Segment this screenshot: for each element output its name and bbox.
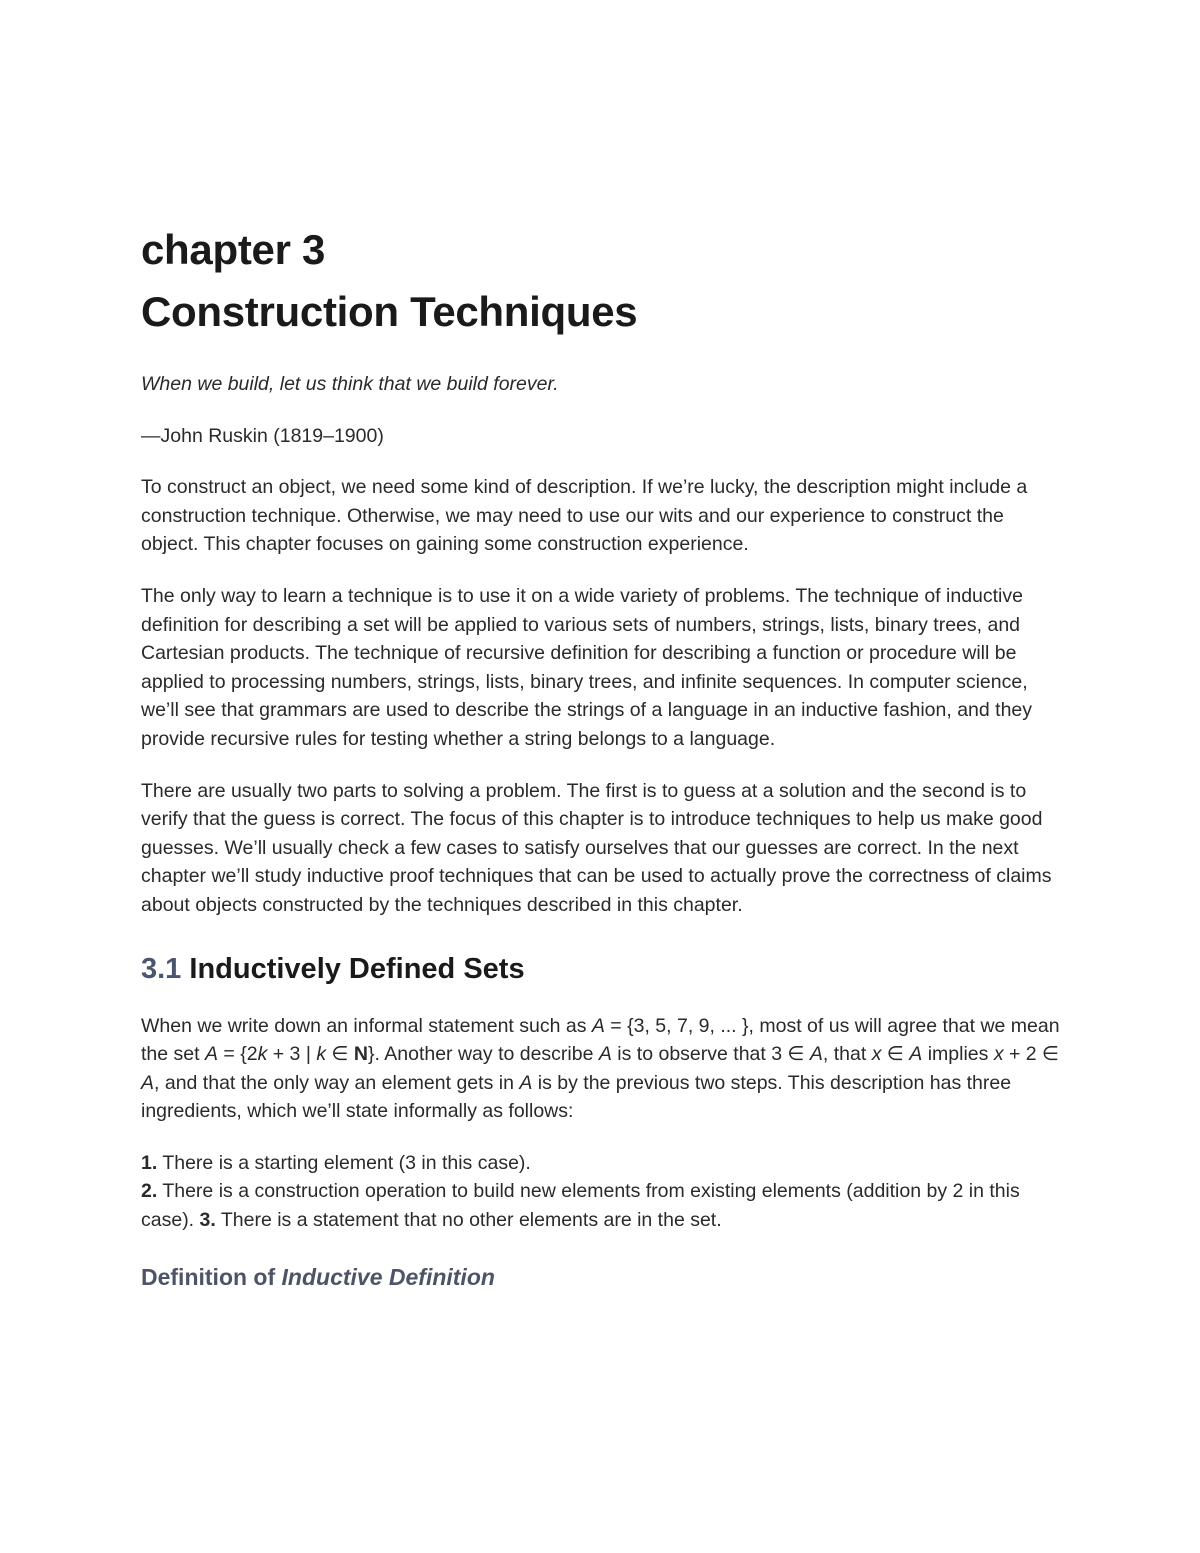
- paragraph-2: The only way to learn a technique is to use it on a wide variety of problems. The technique of inductive definition for describing a set will be applied to various sets of numbers, strings, lists, binary trees, and Cartesian products. The technique of recursive definition for describing a function or procedure will be applied to processing numbers, strings, lists, binary trees, and infinite sequences. In computer science, we’ll see that grammars are used to describe the strings of a language in an inductive fashion, and they provide recursive rules for testing whether a string belongs to a language.: [141, 584, 1033, 750]
- variable-x: x: [871, 1043, 882, 1066]
- natural-numbers-symbol: N: [353, 1043, 368, 1066]
- text-run: ∈: [326, 1043, 354, 1066]
- section-number: 3.1: [141, 952, 182, 985]
- variable-k: k: [316, 1043, 327, 1066]
- epigraph-quote: When we build, let us think that we build forever.: [141, 373, 559, 395]
- text-run: implies: [922, 1043, 994, 1066]
- list-number: 2.: [141, 1180, 158, 1203]
- section-title: Inductively Defined Sets: [189, 952, 525, 985]
- text-run: = {3, 5, 7, 9, ... }, most of us will agree that we mean the set: [141, 1014, 1060, 1066]
- variable-a: A: [909, 1043, 923, 1066]
- list-item-text: There is a construction operation to build new elements from existing elements (addition by 2 in this case).: [141, 1180, 1020, 1232]
- list-number: 1.: [141, 1151, 158, 1174]
- definition-heading: [141, 1261, 1066, 1293]
- paragraph-3: There are usually two parts to solving a problem. The first is to guess at a solution and the second is to verify that the guess is correct. The focus of this chapter is to introduce techniques to help us make good guesses. We’ll usually check a few cases to satisfy ourselves that our guesses are correct. In the next chapter we’ll study inductive proof techniques that can be used to actually prove the correctness of claims about objects constructed by the techniques described in this chapter.: [141, 779, 1052, 916]
- variable-k: k: [257, 1043, 268, 1066]
- document-page: [141, 222, 1066, 1293]
- text-run: }. Another way to describe: [367, 1043, 599, 1066]
- text-run: is to observe that 3 ∈: [611, 1043, 810, 1066]
- intro-paragraph: [141, 1012, 1066, 1126]
- text-run: + 3 |: [267, 1043, 317, 1066]
- paragraph-1: To construct an object, we need some kind of description. If we’re lucky, the description might include a construction technique. Otherwise, we may need to use our wits and our experience to construct the object. This chapter focuses on gaining some construction experience.: [141, 476, 1028, 556]
- variable-a: A: [809, 1043, 823, 1066]
- variable-a: A: [204, 1043, 218, 1066]
- variable-x: x: [993, 1043, 1004, 1066]
- definition-prefix: Definition of: [141, 1263, 282, 1290]
- chapter-title: Construction Techniques: [141, 288, 638, 335]
- chapter-label: chapter 3: [141, 226, 326, 273]
- variable-a: A: [141, 1071, 155, 1094]
- text-run: + 2 ∈: [1003, 1043, 1060, 1066]
- section-heading: [141, 949, 1066, 989]
- variable-a: A: [519, 1071, 533, 1094]
- text-run: ∈: [881, 1043, 910, 1066]
- list-number: 3.: [199, 1209, 216, 1232]
- text-run: When we write down an informal statement such as: [141, 1014, 592, 1037]
- variable-a: A: [598, 1043, 612, 1066]
- epigraph-attribution: —John Ruskin (1819–1900): [141, 424, 384, 447]
- definition-term: Inductive Definition: [281, 1263, 495, 1290]
- text-run: , that: [822, 1043, 872, 1066]
- text-run: , and that the only way an element gets in: [154, 1071, 520, 1094]
- text-run: = {2: [217, 1043, 258, 1066]
- list-item-text: There is a starting element (3 in this case).: [157, 1151, 531, 1174]
- list-item-text: There is a statement that no other elements are in the set.: [215, 1209, 722, 1232]
- text-run: is by the previous two steps. This description has three ingredients, which we’ll state informally as follows:: [141, 1071, 1012, 1123]
- variable-a: A: [591, 1014, 605, 1037]
- ingredient-list: [141, 1149, 1066, 1235]
